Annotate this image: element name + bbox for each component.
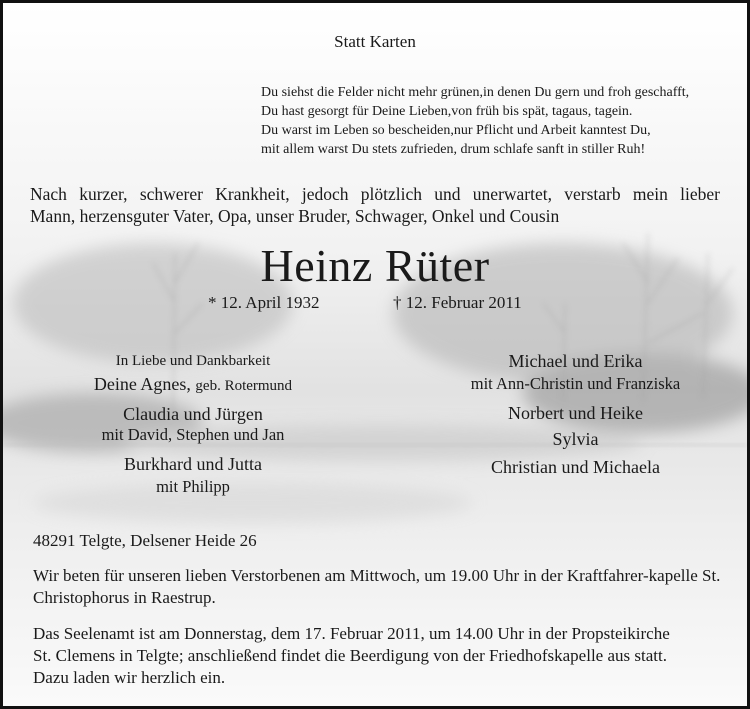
mourner-family-children: mit David, Stephen und Jan (101, 425, 285, 444)
requiem-paragraph (33, 623, 723, 689)
intro-line: Mann, herzensguter Vater, Opa, unser Bruder, Schwager, Onkel und Cousin (30, 206, 560, 226)
poem-line: Du siehst die Felder nicht mehr grünen,in denen Du gern und froh geschafft, (261, 85, 690, 100)
statt-karten-header: Statt Karten (334, 32, 416, 51)
requiem-line: Dazu laden wir herzlich ein. (33, 668, 226, 687)
mourner-wife-maiden: geb. Rotermund (195, 378, 293, 394)
mourner-family: Sylvia (552, 429, 599, 449)
prayer-paragraph: Wir beten für unseren lieben Verstorbenen am Mittwoch, um 19.00 Uhr in der Kraftfahrer-kapelle St. Christophorus in Raestrup. (33, 566, 721, 607)
poem-line: Du hast gesorgt für Deine Lieben,von früh bis spät, tagaus, tagein. (261, 104, 633, 119)
intro-line: Nach kurzer, schwerer Krankheit, jedoch plötzlich und unerwartet, verstarb mein lieber (30, 184, 720, 204)
mourner-wife (33, 371, 353, 399)
mourner-family: Burkhard und Jutta (124, 454, 262, 474)
mourner-family: Michael und Erika (508, 351, 643, 371)
poem (261, 83, 689, 159)
mourner-family: Claudia und Jürgen (123, 404, 263, 424)
mourners-opening: In Liebe und Dankbarkeit (115, 353, 271, 369)
intro-text (30, 183, 720, 227)
mourners-right (403, 349, 748, 481)
address: 48291 Telgte, Delsener Heide 26 (33, 531, 257, 550)
death-date: † 12. Februar 2011 (393, 293, 522, 312)
mourner-family: Norbert und Heike (508, 403, 643, 423)
poem-line: mit allem warst Du stets zufrieden, drum schlafe sanft in stiller Ruh! (261, 142, 646, 157)
mourners-left (33, 351, 353, 499)
poem-line: Du warst im Leben so bescheiden,nur Pflicht und Arbeit kanntest Du, (261, 123, 651, 138)
deceased-name: Heinz Rüter (260, 240, 490, 291)
requiem-line: Das Seelenamt ist am Donnerstag, dem 17. Februar 2011, um 14.00 Uhr in der Propsteikirche (33, 624, 670, 643)
mourner-wife-name: Deine Agnes, (93, 374, 191, 394)
mourner-family-children: mit Ann-Christin und Franziska (470, 374, 681, 393)
mourner-family: Christian und Michaela (491, 457, 660, 477)
mourner-family-children: mit Philipp (156, 477, 230, 496)
requiem-line: St. Clemens in Telgte; anschließend findet die Beerdigung von der Friedhofskapelle aus statt. (33, 646, 667, 665)
birth-date: * 12. April 1932 (208, 293, 320, 312)
